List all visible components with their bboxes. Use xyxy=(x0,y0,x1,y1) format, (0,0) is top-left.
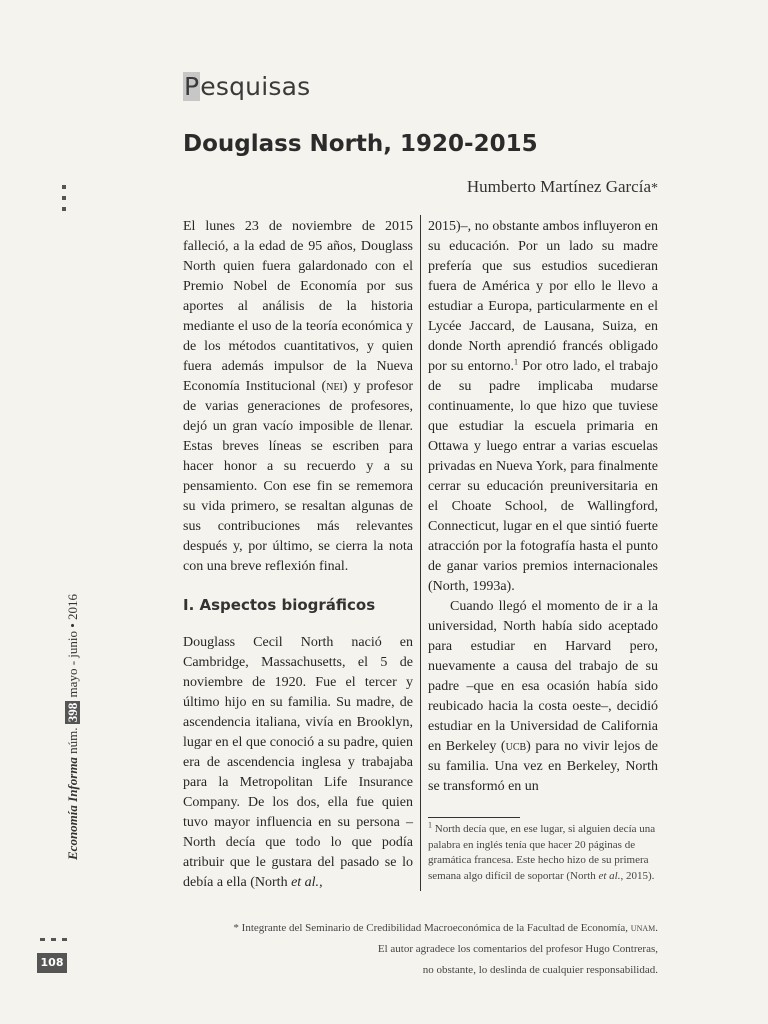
footnote: $^1$ North decía que, en ese lugar, si alguien decía una palabra en inglés tenía que hacer 20 páginas de gramática francesa. Este hecho hizo de su primera semana algo difícil de soportar (North et al., 2015). xyxy=(428,820,656,882)
intro-paragraph: El lunes 23 de noviembre de 2015 falleció, a la edad de 95 años, Douglass North quien fuera galardonado con el Premio Nobel de Economía por sus aportes al análisis de la historia mediante el uso de la teoría económica y de los métodos cuantitativos, y quien fuera además impulsor de la Nueva Economía Institucional (nei) y profesor de varias generaciones de profesores, dejó un gran vacío imposible de llenar. Estas breves líneas se escriben para hacer honor a su recuerdo y a su pensamiento. Con ese fin se rememora su vida primero, se resaltan algunas de sus contribuciones más relevantes después y, por último, se cierra la nota con una breve reflexión final. xyxy=(183,219,413,574)
issue-date: mayo - junio • 2016 xyxy=(65,593,80,698)
article-title: Douglass North, 1920-2015 xyxy=(183,131,538,157)
abbr-nei: nei xyxy=(326,379,343,394)
author-byline xyxy=(467,177,658,197)
section-initial-highlight: P xyxy=(184,72,200,101)
issue-label: núm. xyxy=(65,727,80,754)
section-label xyxy=(183,72,310,101)
author-name: Humberto Martínez García xyxy=(466,177,651,196)
section-label-rest: esquisas xyxy=(200,72,311,101)
university-paragraph: Cuando llegó el momento de ir a la universidad, North había sido aceptado para estudiar en Harvard pero, nuevamente a causa del trabajo de su padre –que en esa ocasión había sido reubicado hacia la costa oeste–, decidió estudiar en la Universidad de California en Berkeley (ucb) para no vivir lejos de su familia. Una vez en Berkeley, North se transformó en un xyxy=(428,599,658,794)
continued-paragraph: 2015)–, no obstante ambos influyeron en su educación. Por un lado su madre prefería que sus estudios sucedieran fuera de América y por ello le llevo a estudiar a Europa, particularmente en el Lycée Jaccard, de Lausana, Suiza, en donde North aprendió francés obligado por su entorno.$^1$ Por otro lado, el trabajo de su padre implicaba mudarse continuamente, lo que hizo que tuviese que estudiar la escuela primaria en Ottawa y luego entrar a varias escuelas privadas en Nueva York, para finalmente cerrar su educación preuniversitaria en el Choate School, de Wallingford, Connecticut, lugar en el que sintió fuerte atracción por la fotografía hasta el punto de ganar varios premios internacionales (North, 1993a). xyxy=(428,219,658,594)
section-heading: I. Aspectos biográficos xyxy=(183,596,376,614)
decorative-dots-horizontal xyxy=(40,928,73,946)
footnote-ref: 1 xyxy=(513,357,518,367)
text-column-right xyxy=(428,217,658,797)
footnote-number: 1 xyxy=(428,820,432,830)
affiliation-line-3: no obstante, lo deslinda de cualquier responsabilidad. xyxy=(422,964,658,976)
abbr-ucb: ucb xyxy=(505,739,527,754)
issue-number: 398 xyxy=(65,702,80,723)
journal-name: Economía Informa xyxy=(65,757,80,860)
footnote-rule xyxy=(428,817,520,818)
author-footnote-mark: * xyxy=(651,181,658,196)
affiliation-line-1: * Integrante del Seminario de Credibilidad Macroeconómica de la Facultad de Economía, unam. xyxy=(233,922,658,934)
text-column-left xyxy=(183,217,413,893)
running-footer-vertical xyxy=(65,594,81,860)
author-affiliation xyxy=(178,918,658,981)
decorative-dots-vertical xyxy=(62,185,68,218)
page-number: 108 xyxy=(37,953,67,973)
column-divider xyxy=(420,215,421,891)
affiliation-line-2: El autor agradece los comentarios del profesor Hugo Contreras, xyxy=(377,943,658,955)
biography-paragraph: Douglass Cecil North nació en Cambridge, Massachusetts, el 5 de noviembre de 1920. Fue el tercer y último hijo en su familia. Su madre, de ascendencia italiana, vivía en Brooklyn, lugar en el que conoció a su padre, quien era de ascendencia inglesa y trabajaba para la Metropolitan Life Insurance Company. De los dos, ella fue quien tuvo mayor influencia en su persona –North decía que todo lo que podía atribuir que le gustara del pasado se lo debía a ella (North et al., xyxy=(183,635,413,890)
